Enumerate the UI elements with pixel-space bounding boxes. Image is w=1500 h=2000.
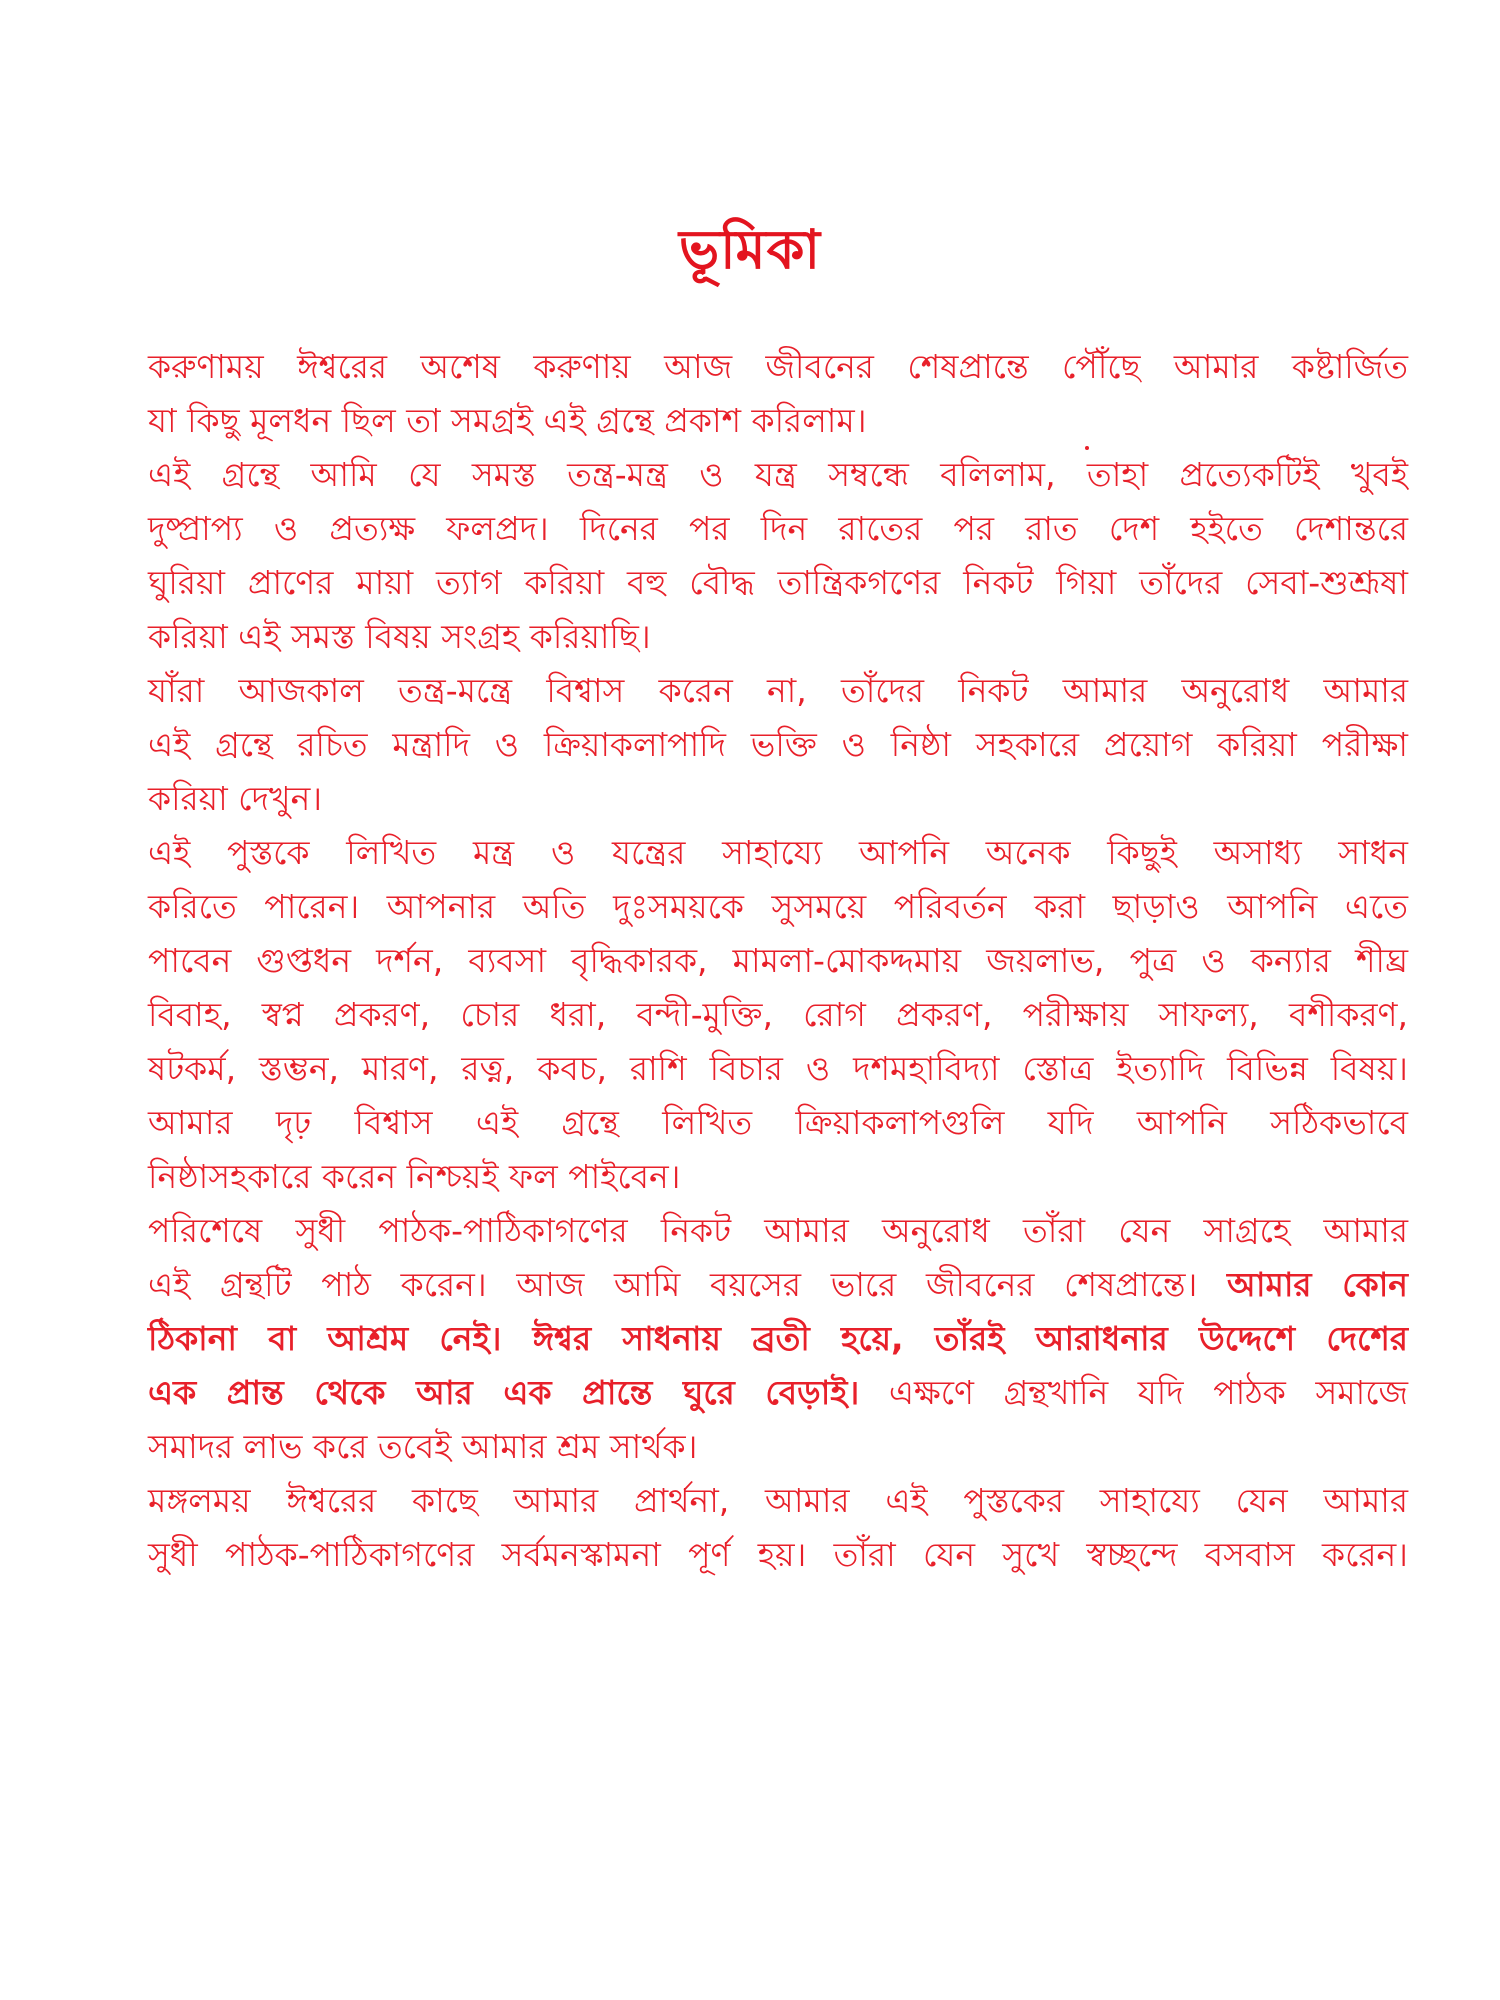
text-line: করুণাময় ঈশ্বরের অশেষ করুণায় আজ জীবনের শেষপ্রান্তে পৌঁছে আমার কষ্টার্জিত [148, 347, 1408, 386]
text-line: যাঁরা আজকাল তন্ত্র-মন্ত্রে বিশ্বাস করেন না, তাঁদের নিকট আমার অনুরোধ আমার [148, 671, 1408, 710]
text-segment: এক্ষণে গ্রন্থখানি যদি পাঠক সমাজে [888, 1373, 1408, 1412]
text-line: সমাদর লাভ করে তবেই আমার শ্রম সার্থক। [148, 1427, 698, 1466]
paragraph-7 [148, 1474, 1408, 1582]
text-line: বিবাহ, স্বপ্ন প্রকরণ, চোর ধরা, বন্দী-মুক্তি, রোগ প্রকরণ, পরীক্ষায় সাফল্য, বশীকরণ, [148, 995, 1408, 1034]
text-line: পাবেন গুপ্তধন দর্শন, ব্যবসা বৃদ্ধিকারক, মামলা-মোকদ্দমায় জয়লাভ, পুত্র ও কন্যার শীঘ্র [148, 941, 1408, 980]
text-line: ষটকর্ম, স্তম্ভন, মারণ, রত্ন, কবচ, রাশি বিচার ও দশমহাবিদ্যা স্তোত্র ইত্যাদি বিভিন্ন বিষয়। [148, 1049, 1408, 1088]
text-line: এই গ্রন্থে আমি যে সমস্ত তন্ত্র-মন্ত্র ও যন্ত্র সম্বন্ধে বলিলাম, তাহা প্রত্যেকটিই খুবই [148, 455, 1408, 494]
text-line-mixed [148, 1258, 1408, 1312]
paragraph-1 [148, 340, 1408, 448]
bold-segment: আমার কোন [1227, 1265, 1408, 1304]
text-line: দুষ্প্রাপ্য ও প্রত্যক্ষ ফলপ্রদ। দিনের পর দিন রাতের পর রাত দেশ হইতে দেশান্তরে [148, 509, 1408, 548]
text-line: ঘুরিয়া প্রাণের মায়া ত্যাগ করিয়া বহু বৌদ্ধ তান্ত্রিকগণের নিকট গিয়া তাঁদের সেবা-শুশ্রূষা [148, 563, 1408, 602]
text-line: করিতে পারেন। আপনার অতি দুঃসময়কে সুসময়ে পরিবর্তন করা ছাড়াও আপনি এতে [148, 887, 1408, 926]
bold-segment: এক প্রান্ত থেকে আর এক প্রান্তে ঘুরে বেড়াই। [148, 1373, 860, 1412]
text-line: এই গ্রন্থে রচিত মন্ত্রাদি ও ক্রিয়াকলাপাদি ভক্তি ও নিষ্ঠা সহকারে প্রয়োগ করিয়া পরীক্ষা [148, 725, 1408, 764]
text-line: করিয়া এই সমস্ত বিষয় সংগ্রহ করিয়াছি। [148, 617, 651, 656]
text-line: আমার দৃঢ় বিশ্বাস এই গ্রন্থে লিখিত ক্রিয়াকলাপগুলি যদি আপনি সঠিকভাবে [148, 1103, 1408, 1142]
text-line-mixed [148, 1366, 1408, 1420]
text-line: পরিশেষে সুধী পাঠক-পাঠিকাগণের নিকট আমার অনুরোধ তাঁরা যেন সাগ্রহে আমার [148, 1211, 1408, 1250]
paragraph-4 [148, 826, 1408, 1096]
text-line: নিষ্ঠাসহকারে করেন নিশ্চয়ই ফল পাইবেন। [148, 1157, 681, 1196]
text-line: এই পুস্তকে লিখিত মন্ত্র ও যন্ত্রের সাহায্যে আপনি অনেক কিছুই অসাধ্য সাধন [148, 833, 1408, 872]
body-text [148, 340, 1408, 1582]
paragraph-6 [148, 1204, 1408, 1474]
text-line: মঙ্গলময় ঈশ্বরের কাছে আমার প্রার্থনা, আমার এই পুস্তকের সাহায্যে যেন আমার [148, 1481, 1408, 1520]
paragraph-2 [148, 448, 1408, 664]
bold-line: ঠিকানা বা আশ্রম নেই। ঈশ্বর সাধনায় ব্রতী হয়ে, তাঁরই আরাধনার উদ্দেশে দেশের [148, 1319, 1408, 1358]
text-line: করিয়া দেখুন। [148, 779, 323, 818]
paragraph-3 [148, 664, 1408, 826]
paragraph-5 [148, 1096, 1408, 1204]
text-line: সুধী পাঠক-পাঠিকাগণের সর্বমনস্কামনা পূর্ণ হয়। তাঁরা যেন সুখে স্বচ্ছন্দে বসবাস করেন। [148, 1535, 1408, 1574]
text-line: যা কিছু মূলধন ছিল তা সমগ্রই এই গ্রন্থে প্রকাশ করিলাম। [148, 401, 867, 440]
text-segment: এই গ্রন্থটি পাঠ করেন। আজ আমি বয়সের ভারে জীবনের শেষপ্রান্তে। [148, 1265, 1198, 1304]
page-title: ভূমিকা [678, 218, 822, 281]
